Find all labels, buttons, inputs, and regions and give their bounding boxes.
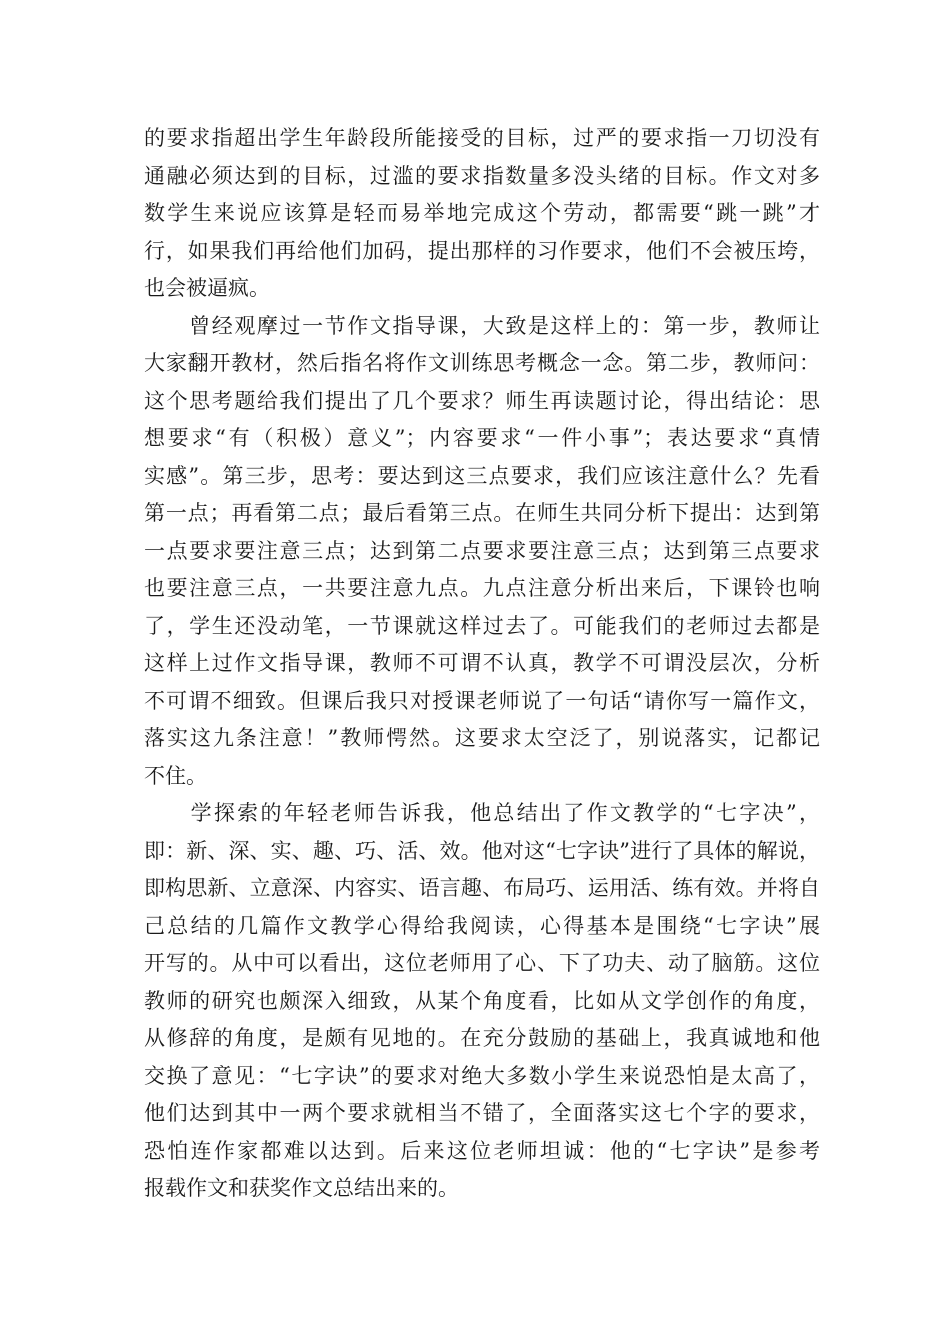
text-line: 通融必须达到的目标，过滥的要求指数量多没头绪的目标。作文对多 <box>144 163 820 188</box>
text-line: 学探索的年轻老师告诉我，他总结出了作文教学的“七字决”， <box>144 801 820 825</box>
text-line: 这样上过作文指导课，教师不可谓不认真，教学不可谓没层次，分析 <box>144 651 820 675</box>
text-line: 报载作文和获奖作文总结出来的。 <box>144 1176 459 1200</box>
text-line: 开写的。从中可以看出，这位老师用了心、下了功夫、动了脑筋。这位 <box>144 951 820 975</box>
text-line: 的要求指超出学生年龄段所能接受的目标，过严的要求指一刀切没有 <box>144 126 820 150</box>
text-line: 不住。 <box>144 763 207 788</box>
text-line: 他们达到其中一两个要求就相当不错了，全面落实这七个字的要求， <box>144 1101 820 1125</box>
text-line: 也会被逼疯。 <box>144 276 270 300</box>
text-line: 行，如果我们再给他们加码，提出那样的习作要求，他们不会被压垮， <box>144 238 820 263</box>
text-line: 从修辞的角度，是颇有见地的。在充分鼓励的基础上，我真诚地和他 <box>144 1026 820 1050</box>
text-line: 恐怕连作家都难以达到。后来这位老师坦诚：他的“七字诀”是参考 <box>144 1138 820 1163</box>
text-line: 也要注意三点，一共要注意九点。九点注意分析出来后，下课铃也响 <box>144 576 820 600</box>
text-line: 数学生来说应该算是轻而易举地完成这个劳动，都需要“跳一跳”才 <box>144 201 820 225</box>
text-line: 不可谓不细致。但课后我只对授课老师说了一句话“请你写一篇作文， <box>144 688 820 713</box>
text-line: 落实这九条注意！”教师愕然。这要求太空泛了，别说落实，记都记 <box>144 726 820 750</box>
text-line: 第一点；再看第二点；最后看第三点。在师生共同分析下提出：达到第 <box>144 501 820 525</box>
document-body <box>144 120 820 1208</box>
paragraph-1 <box>144 120 820 308</box>
text-line: 己总结的几篇作文教学心得给我阅读，心得基本是围绕“七字诀”展 <box>144 913 820 938</box>
text-line: 想要求“有（积极）意义”；内容要求“一件小事”；表达要求“真情 <box>144 426 820 450</box>
paragraph-3 <box>144 795 820 1208</box>
text-line: 一点要求要注意三点；达到第二点要求要注意三点；达到第三点要求 <box>144 538 820 563</box>
paragraph-2 <box>144 308 820 796</box>
text-line: 即：新、深、实、趣、巧、活、效。他对这“七字诀”进行了具体的解说， <box>144 838 820 863</box>
text-line: 这个思考题给我们提出了几个要求？师生再读题讨论，得出结论：思 <box>144 388 820 413</box>
text-line: 大家翻开教材，然后指名将作文训练思考概念一念。第二步，教师问： <box>144 351 820 375</box>
text-line: 实感”。第三步，思考：要达到这三点要求，我们应该注意什么？先看 <box>144 463 820 488</box>
text-line: 了，学生还没动笔，一节课就这样过去了。可能我们的老师过去都是 <box>144 613 820 638</box>
text-line: 交换了意见：“七字诀”的要求对绝大多数小学生来说恐怕是太高了， <box>144 1063 820 1088</box>
text-line: 即构思新、立意深、内容实、语言趣、布局巧、运用活、练有效。并将自 <box>144 876 820 900</box>
text-line: 曾经观摩过一节作文指导课，大致是这样上的：第一步，教师让 <box>144 313 820 338</box>
text-line: 教师的研究也颇深入细致，从某个角度看，比如从文学创作的角度， <box>144 988 820 1013</box>
